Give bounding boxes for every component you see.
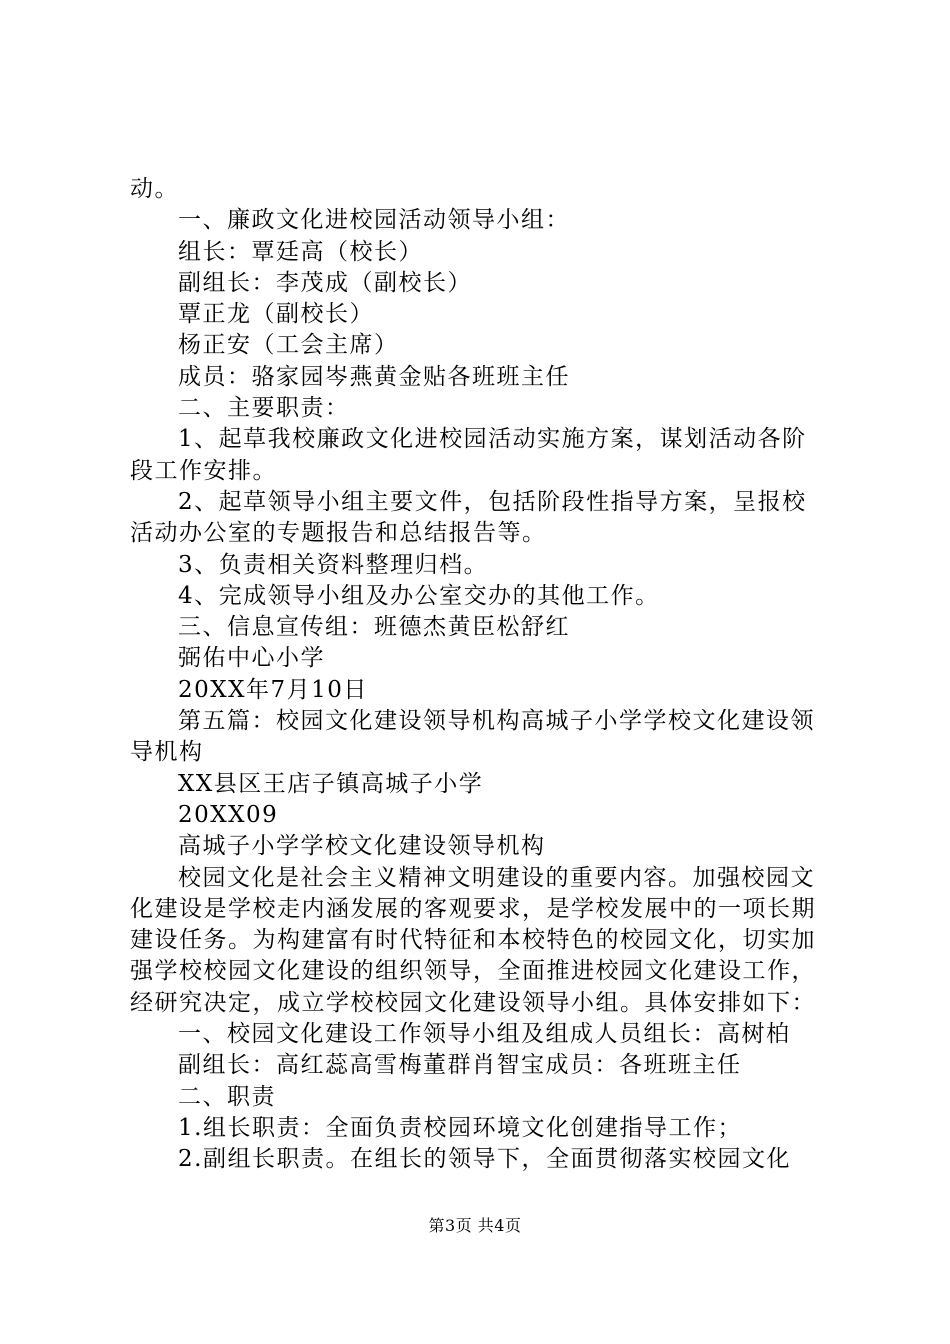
paragraph: 1.组长职责：全面负责校园环境文化创建指导工作；	[178, 1114, 742, 1141]
paragraph: 2.副组长职责。在组长的领导下，全面贯彻落实校园文化	[178, 1146, 791, 1173]
paragraph: 1、起草我校廉政文化进校园活动实施方案，谋划活动各阶段工作安排。	[130, 426, 807, 484]
paragraph: XX县区王店子镇高城子小学	[178, 770, 484, 797]
paragraph: 覃正龙（副校长）	[178, 301, 374, 328]
paragraph: 20XX年7月10日	[178, 676, 368, 703]
paragraph: 副组长：高红蕊高雪梅董群肖智宝成员：各班班主任	[178, 1052, 742, 1079]
document-body	[130, 174, 830, 1176]
paragraph: 3、负责相关资料整理归档。	[178, 551, 489, 578]
paragraph: 杨正安（工会主席）	[178, 332, 399, 359]
paragraph: 校园文化是社会主义精神文明建设的重要内容。加强校园文化建设是学校走内涵发展的客观要求，是学校发展中的一项长期建设任务。为构建富有时代特征和本校特色的校园文化，切实加强学校校园文化建设的组织领导，全面推进校园文化建设工作，经研究决定，成立学校校园文化建设领导小组。具体安排如下：	[130, 864, 816, 1016]
paragraph: 一、廉政文化进校园活动领导小组：	[178, 207, 570, 234]
paragraph: 成员：骆家园岑燕黄金贴各班班主任	[178, 363, 570, 390]
paragraph: 20XX09	[178, 801, 279, 828]
paragraph: 弼佑中心小学	[178, 645, 325, 672]
paragraph: 二、主要职责：	[178, 395, 350, 422]
paragraph: 动。	[130, 176, 179, 202]
paragraph: 二、职责	[178, 1083, 276, 1110]
paragraph: 组长：覃廷高（校长）	[178, 238, 423, 265]
paragraph: 第五篇：校园文化建设领导机构高城子小学学校文化建设领导机构	[130, 708, 815, 766]
paragraph: 一、校园文化建设工作领导小组及组成人员组长：高树柏	[178, 1021, 791, 1048]
paragraph: 三、信息宣传组：班德杰黄臣松舒红	[178, 614, 570, 641]
page-number: 第3页 共4页	[428, 1216, 522, 1235]
paragraph: 4、完成领导小组及办公室交办的其他工作。	[178, 582, 660, 609]
paragraph: 高城子小学学校文化建设领导机构	[178, 833, 546, 860]
paragraph: 2、起草领导小组主要文件，包括阶段性指导方案，呈报校活动办公室的专题报告和总结报告等。	[130, 488, 807, 547]
paragraph: 副组长：李茂成（副校长）	[178, 269, 472, 296]
